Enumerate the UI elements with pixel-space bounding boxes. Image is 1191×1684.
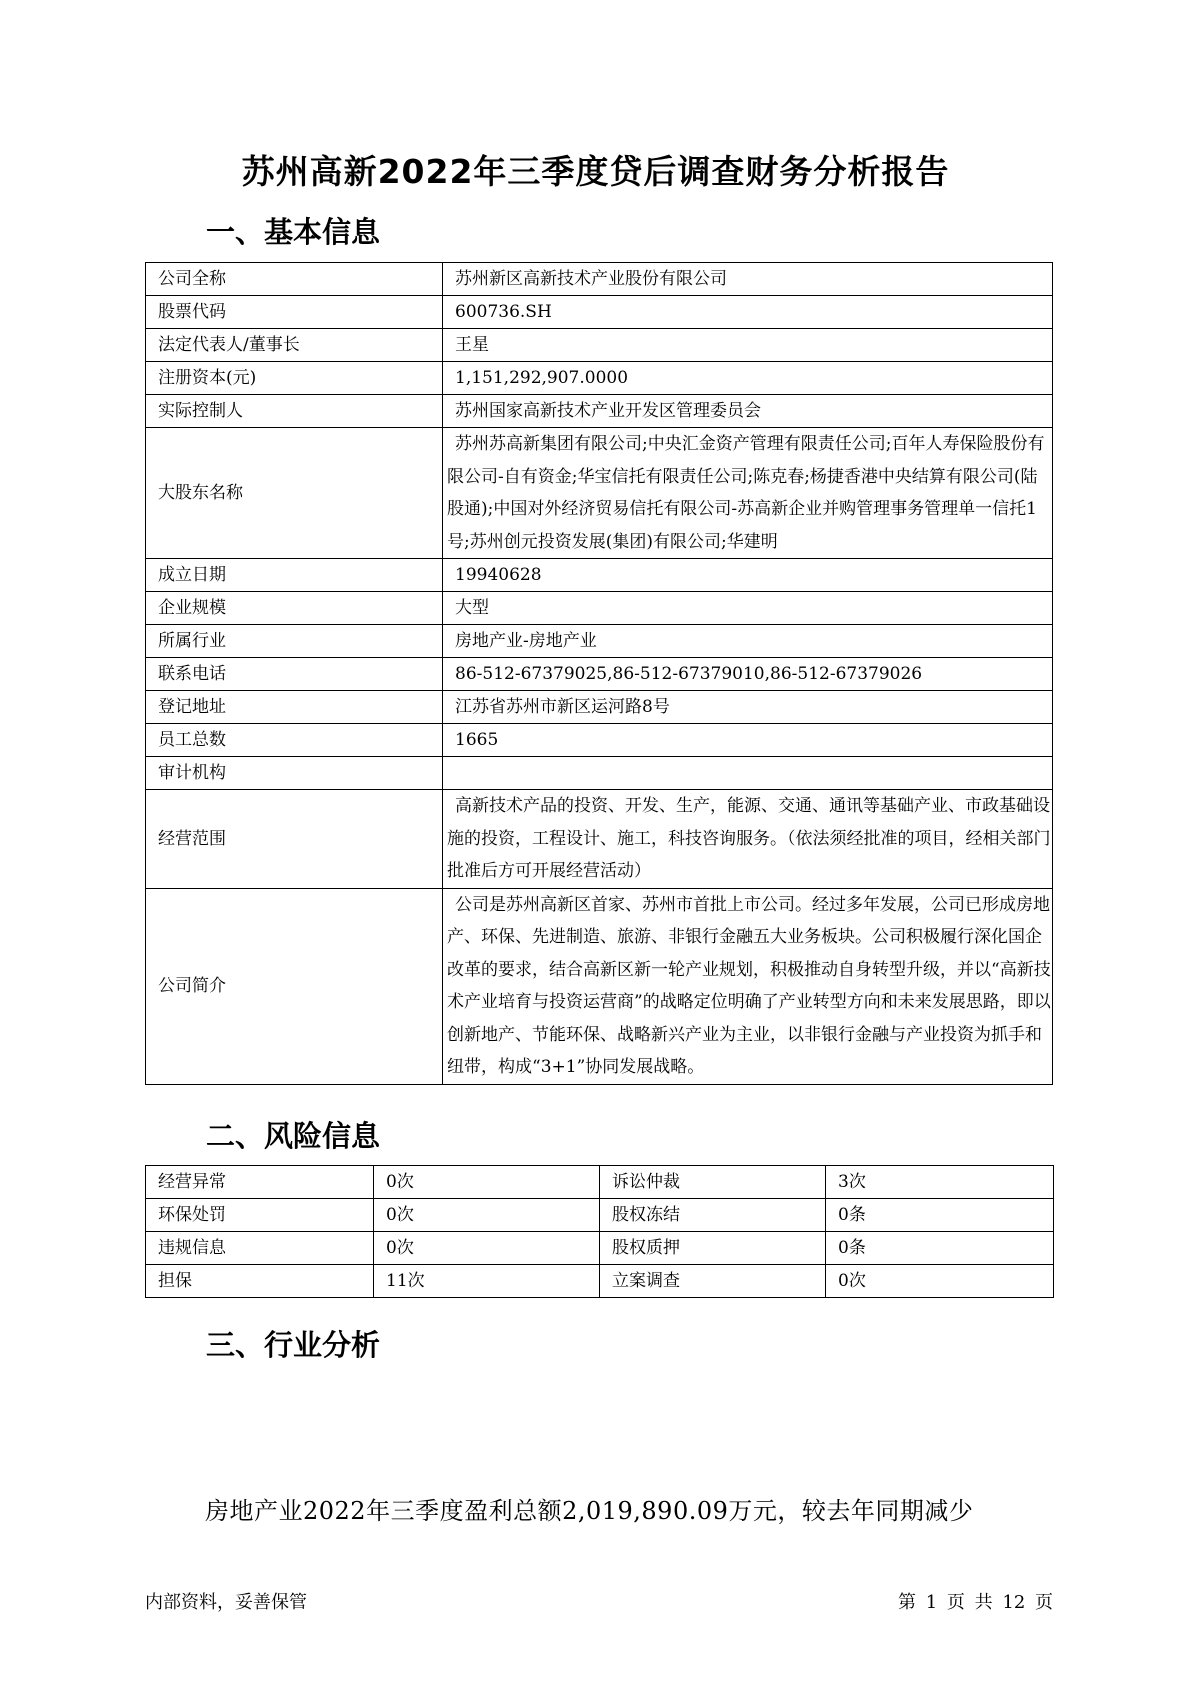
field-label: 公司简介 (146, 888, 443, 1084)
table-row (146, 362, 1053, 395)
field-label: 法定代表人/董事长 (146, 329, 443, 362)
section-heading-basic: 一、基本信息 (206, 215, 381, 249)
table-row (146, 1199, 1054, 1232)
field-value-text: 600736.SH (455, 302, 552, 322)
table-row (146, 625, 1053, 658)
field-value (443, 790, 1053, 889)
field-value (443, 658, 1053, 691)
field-label: 经营范围 (146, 790, 443, 889)
table-row (146, 592, 1053, 625)
field-value-text: 1665 (455, 730, 499, 750)
table-row (146, 296, 1053, 329)
field-value (443, 559, 1053, 592)
risk-info-table (145, 1165, 1054, 1298)
field-value-text: 高新技术产品的投资、开发、生产，能源、交通、通讯等基础产业、市政基础设施的投资，工程设计、施工，科技咨询服务。（依法须经批准的项目，经相关部门批准后方可开展经营活动） (447, 796, 1051, 881)
risk-label: 股权质押 (600, 1232, 826, 1265)
table-row (146, 691, 1053, 724)
table-row (146, 1232, 1054, 1265)
field-value (443, 691, 1053, 724)
table-row (146, 428, 1053, 559)
field-label: 所属行业 (146, 625, 443, 658)
risk-label: 立案调查 (600, 1265, 826, 1298)
table-row (146, 1166, 1054, 1199)
table-row (146, 559, 1053, 592)
field-label: 公司全称 (146, 263, 443, 296)
field-value-text: 房地产业-房地产业 (455, 631, 597, 651)
field-label: 企业规模 (146, 592, 443, 625)
table-row (146, 395, 1053, 428)
report-title: 苏州高新2022年三季度贷后调查财务分析报告 (241, 152, 950, 191)
field-value (443, 724, 1053, 757)
field-value (443, 625, 1053, 658)
field-label: 股票代码 (146, 296, 443, 329)
field-label: 大股东名称 (146, 428, 443, 559)
table-row (146, 757, 1053, 790)
risk-count: 0次 (826, 1265, 1054, 1298)
field-label: 注册资本(元) (146, 362, 443, 395)
field-label: 登记地址 (146, 691, 443, 724)
risk-label: 环保处罚 (146, 1199, 374, 1232)
field-value (443, 395, 1053, 428)
industry-paragraph: 房地产业2022年三季度盈利总额2,019,890.09万元，较去年同期减少 (205, 1497, 974, 1525)
footer-confidential-note: 内部资料，妥善保管 (145, 1592, 307, 1613)
table-row (146, 888, 1053, 1084)
risk-label: 担保 (146, 1265, 374, 1298)
table-row (146, 724, 1053, 757)
risk-count: 11次 (374, 1265, 600, 1298)
field-value-text: 大型 (455, 598, 489, 618)
field-value-text: 1,151,292,907.0000 (455, 368, 629, 388)
field-value-text (447, 763, 455, 783)
field-value-text: 苏州新区高新技术产业股份有限公司 (455, 269, 727, 289)
field-value (443, 296, 1053, 329)
field-value (443, 757, 1053, 790)
field-value-text: 苏州苏高新集团有限公司;中央汇金资产管理有限责任公司;百年人寿保险股份有限公司-自有资金;华宝信托有限责任公司;陈克春;杨捷香港中央结算有限公司(陆股通);中国对外经济贸易信托有限公司-苏高新企业并购管理事务管理单一信托1号;苏州创元投资发展(集团)有限公司;华建明 (447, 434, 1045, 552)
field-value-text: 江苏省苏州市新区运河路8号 (455, 697, 670, 717)
table-row (146, 658, 1053, 691)
field-value-text: 19940628 (455, 565, 542, 585)
table-row (146, 263, 1053, 296)
section-heading-industry: 三、行业分析 (206, 1328, 381, 1362)
section-heading-risk: 二、风险信息 (206, 1119, 381, 1153)
field-label: 审计机构 (146, 757, 443, 790)
field-value (443, 888, 1053, 1084)
risk-count: 0次 (374, 1166, 600, 1199)
field-value (443, 592, 1053, 625)
footer-page-number: 第 1 页 共 12 页 (898, 1592, 1053, 1613)
field-value-text: 86-512-67379025,86-512-67379010,86-512-67379026 (455, 664, 923, 684)
field-value-text: 公司是苏州高新区首家、苏州市首批上市公司。经过多年发展，公司已形成房地产、环保、先进制造、旅游、非银行金融五大业务板块。公司积极履行深化国企改革的要求，结合高新区新一轮产业规划，积极推动自身转型升级，并以“高新技术产业培育与投资运营商”的战略定位明确了产业转型方向和未来发展思路，即以创新地产、节能环保、战略新兴产业为主业，以非银行金融与产业投资为抓手和纽带，构成“3+1”协同发展战略。 (447, 894, 1051, 1077)
table-row (146, 1265, 1054, 1298)
risk-label: 经营异常 (146, 1166, 374, 1199)
field-value-text: 王星 (455, 335, 489, 355)
risk-count: 0次 (374, 1232, 600, 1265)
field-value (443, 263, 1053, 296)
field-value (443, 329, 1053, 362)
risk-label: 股权冻结 (600, 1199, 826, 1232)
risk-count: 0次 (374, 1199, 600, 1232)
risk-label: 诉讼仲裁 (600, 1166, 826, 1199)
risk-count: 3次 (826, 1166, 1054, 1199)
table-row (146, 329, 1053, 362)
field-label: 联系电话 (146, 658, 443, 691)
basic-info-table (145, 262, 1053, 1085)
field-label: 实际控制人 (146, 395, 443, 428)
field-label: 员工总数 (146, 724, 443, 757)
field-value (443, 362, 1053, 395)
field-value-text: 苏州国家高新技术产业开发区管理委员会 (455, 401, 761, 421)
table-row (146, 790, 1053, 889)
field-label: 成立日期 (146, 559, 443, 592)
risk-label: 违规信息 (146, 1232, 374, 1265)
field-value (443, 428, 1053, 559)
risk-count: 0条 (826, 1232, 1054, 1265)
risk-count: 0条 (826, 1199, 1054, 1232)
